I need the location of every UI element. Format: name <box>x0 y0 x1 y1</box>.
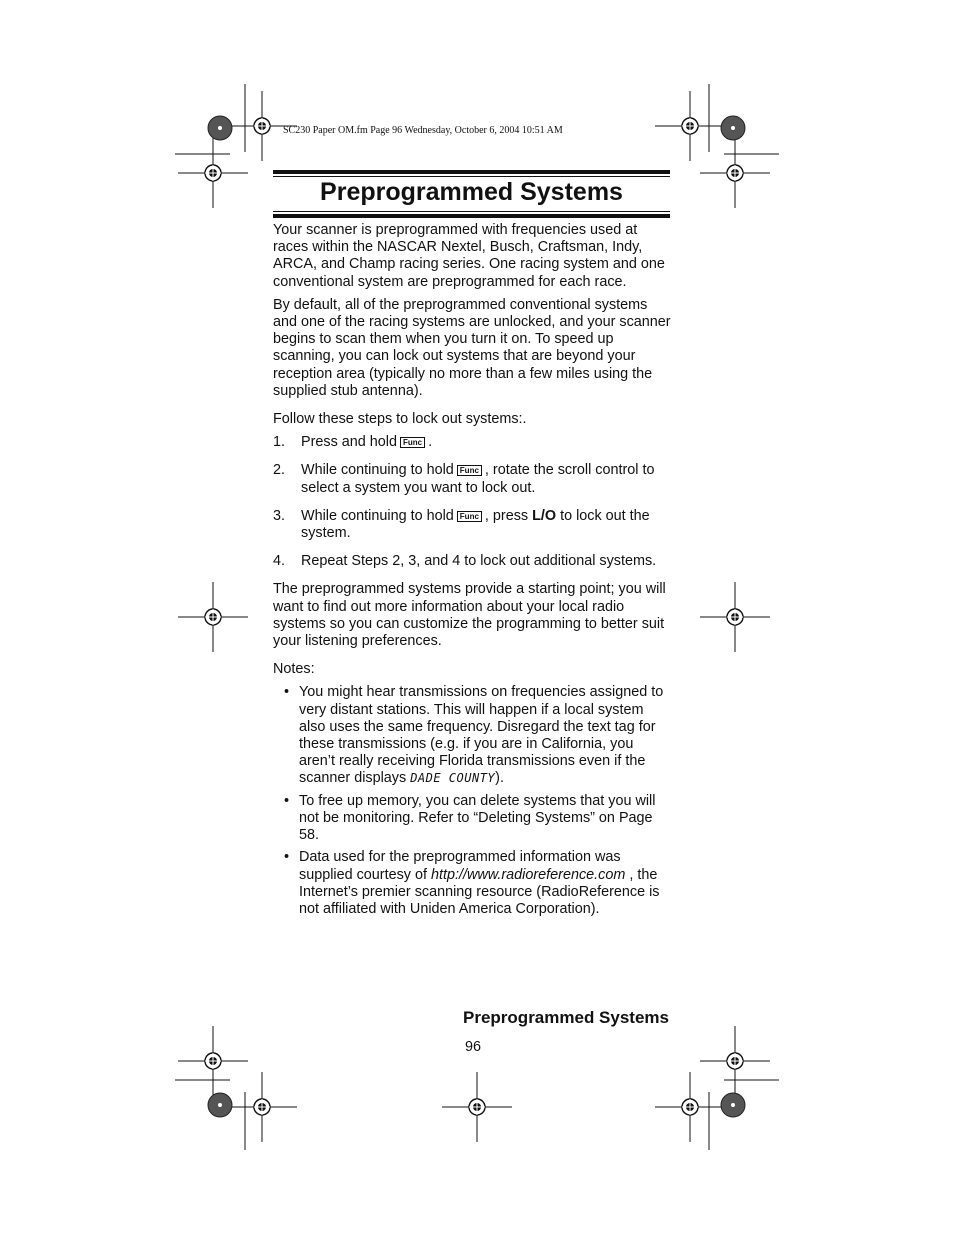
func-key-icon: Func <box>400 437 425 448</box>
title-rule-top-thick <box>273 170 670 174</box>
default-paragraph: By default, all of the preprogrammed conventional systems and one of the racing systems are unlocked, and your scanner begins to scan them when you turn it on. To speed up scanning, you can lock out systems that are beyond your reception area (typically no more than a few miles using the supplied stub antenna). <box>273 296 671 399</box>
footer-section-title: Preprogrammed Systems <box>463 1008 669 1027</box>
notes-list <box>273 684 671 918</box>
note-text: To free up memory, you can delete systems that you will not be monitoring. Refer to “Deleting Systems” on Page 58. <box>299 792 656 844</box>
func-key-icon: Func <box>457 511 482 522</box>
step-text: While continuing to hold <box>301 462 454 479</box>
print-header-info: SC230 Paper OM.fm Page 96 Wednesday, October 6, 2004 10:51 AM <box>283 125 563 136</box>
list-item <box>273 849 671 918</box>
note-text: You might hear transmissions on frequencies assigned to very distant stations. This will happen if a local system also uses the same frequency. Disregard the text tag for these transmissions (e.g. if you are in California, you aren’t really receiving Florida transmissions even if the scanner displays <box>299 684 664 787</box>
note-text: Data used for the preprogrammed information was supplied courtesy of <box>299 849 621 883</box>
list-item <box>273 462 671 496</box>
step-text: Press and hold <box>301 434 397 451</box>
notes-label: Notes: <box>273 661 315 678</box>
list-item <box>273 793 671 845</box>
step-text: While continuing to hold <box>301 507 454 524</box>
list-item <box>273 684 671 787</box>
starting-point-paragraph: The preprogrammed systems provide a starting point; you will want to find out more information about your local radio systems so you can customize the programming to better suit your listening preferences. <box>273 581 666 650</box>
list-item <box>273 508 671 542</box>
func-key-icon: Func <box>457 465 482 476</box>
step-number: 2. <box>273 462 286 479</box>
radioreference-link[interactable]: http://www.radioreference.com <box>431 866 626 883</box>
page-title: Preprogrammed Systems <box>320 178 623 206</box>
step-number: 1. <box>273 434 286 451</box>
main-content <box>273 222 671 923</box>
step-text: Repeat Steps 2, 3, and 4 to lock out additional systems. <box>301 553 657 570</box>
steps-list <box>273 434 671 570</box>
intro-paragraph: Your scanner is preprogrammed with frequencies used at races within the NASCAR Nextel, Busch, Craftsman, Indy, ARCA, and Champ racing series. One racing system and one conventional system are preprogrammed for each race. <box>273 222 665 290</box>
bullet-icon: • <box>284 792 290 809</box>
bullet-icon: • <box>284 684 290 701</box>
note-text: , the Internet’s premier scanning resource (RadioReference is not affiliated with Uniden America Corporation). <box>299 866 660 917</box>
step-number: 3. <box>273 507 286 524</box>
lo-key-label: L/O <box>532 507 557 524</box>
lcd-display-text: DADE COUNTY <box>410 771 496 786</box>
step-number: 4. <box>273 553 286 570</box>
step-text: to lock out the system. <box>301 507 650 542</box>
list-item <box>273 553 671 570</box>
bullet-icon: • <box>284 849 290 866</box>
step-text: , press <box>484 507 533 524</box>
title-rule-bottom-thin <box>273 211 670 212</box>
page-number: 96 <box>464 1039 481 1055</box>
title-rule-bottom-thick <box>273 214 670 218</box>
step-text: . <box>428 434 433 451</box>
follow-steps-text: Follow these steps to lock out systems:. <box>273 411 527 428</box>
note-text: ). <box>495 770 504 787</box>
step-text: , rotate the scroll control to select a system you want to lock out. <box>301 462 655 496</box>
list-item <box>273 434 671 451</box>
